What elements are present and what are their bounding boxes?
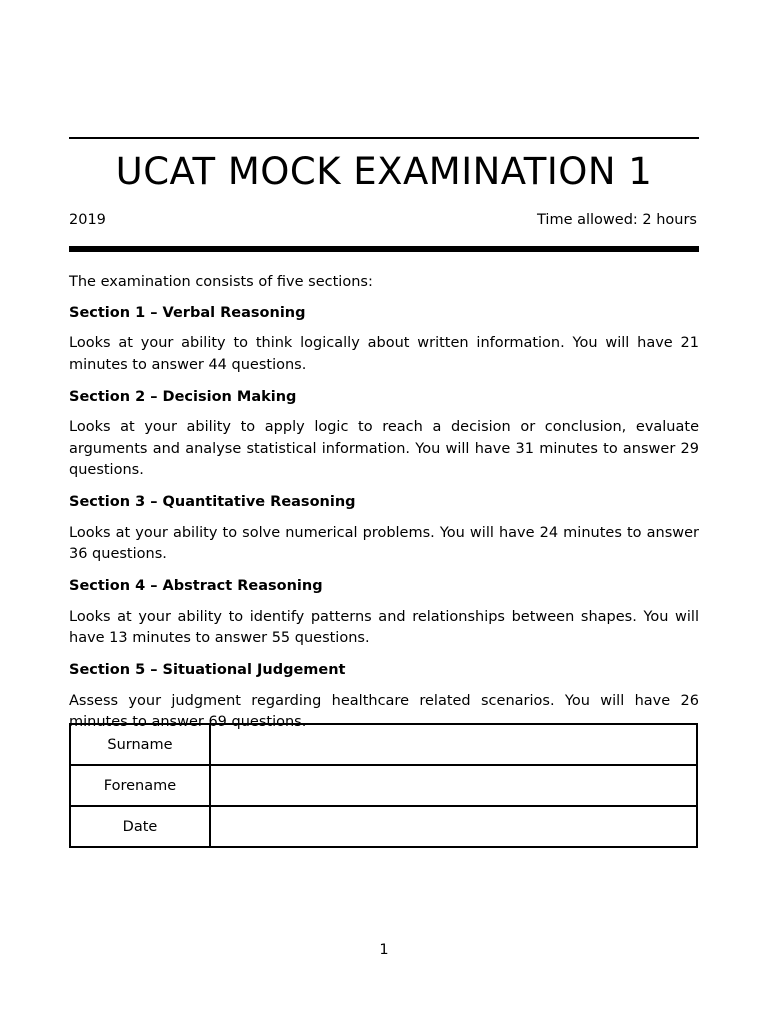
section-1-heading: Section 1 – Verbal Reasoning bbox=[69, 304, 306, 321]
meta-row bbox=[69, 210, 697, 230]
section-5-heading: Section 5 – Situational Judgement bbox=[69, 662, 346, 678]
top-rule bbox=[69, 137, 699, 139]
table-row bbox=[70, 724, 697, 765]
section-3-description: Looks at your ability to solve numerical problems. You will have 24 minutes to answer 36 questions. bbox=[69, 524, 699, 562]
date-field[interactable] bbox=[210, 806, 697, 847]
section-4-description: Looks at your ability to identify patterns and relationships between shapes. You will have 13 minutes to answer 55 questions. bbox=[69, 608, 699, 646]
section-2-heading: Section 2 – Decision Making bbox=[69, 388, 297, 405]
forename-label: Forename bbox=[70, 765, 210, 806]
thick-rule bbox=[69, 246, 699, 252]
section-3-heading: Section 3 – Quantitative Reasoning bbox=[69, 494, 356, 510]
section-1-description: Looks at your ability to think logically about written information. You will have 21 minutes to answer 44 questions. bbox=[69, 335, 699, 373]
section-2-description: Looks at your ability to apply logic to reach a decision or conclusion, evaluate arguments and analyse statistical information. You will have 31 minutes to answer 29 questions. bbox=[69, 419, 699, 478]
intro-text: The examination consists of five sections: bbox=[69, 274, 373, 290]
exam-year: 2019 bbox=[69, 212, 106, 228]
time-allowed: Time allowed: 2 hours bbox=[537, 212, 697, 228]
date-label: Date bbox=[70, 806, 210, 847]
forename-field[interactable] bbox=[210, 765, 697, 806]
sections-content bbox=[69, 272, 699, 744]
page-number: 1 bbox=[379, 942, 389, 958]
page-title: UCAT MOCK EXAMINATION 1 bbox=[115, 150, 653, 193]
surname-label: Surname bbox=[70, 724, 210, 765]
candidate-details-table bbox=[69, 723, 698, 848]
table-row bbox=[70, 765, 697, 806]
section-4-heading: Section 4 – Abstract Reasoning bbox=[69, 578, 323, 594]
section-5-description: Assess your judgment regarding healthcare related scenarios. You will have 26 minutes to answer 69 questions. bbox=[69, 692, 699, 730]
table-row bbox=[70, 806, 697, 847]
surname-field[interactable] bbox=[210, 724, 697, 765]
